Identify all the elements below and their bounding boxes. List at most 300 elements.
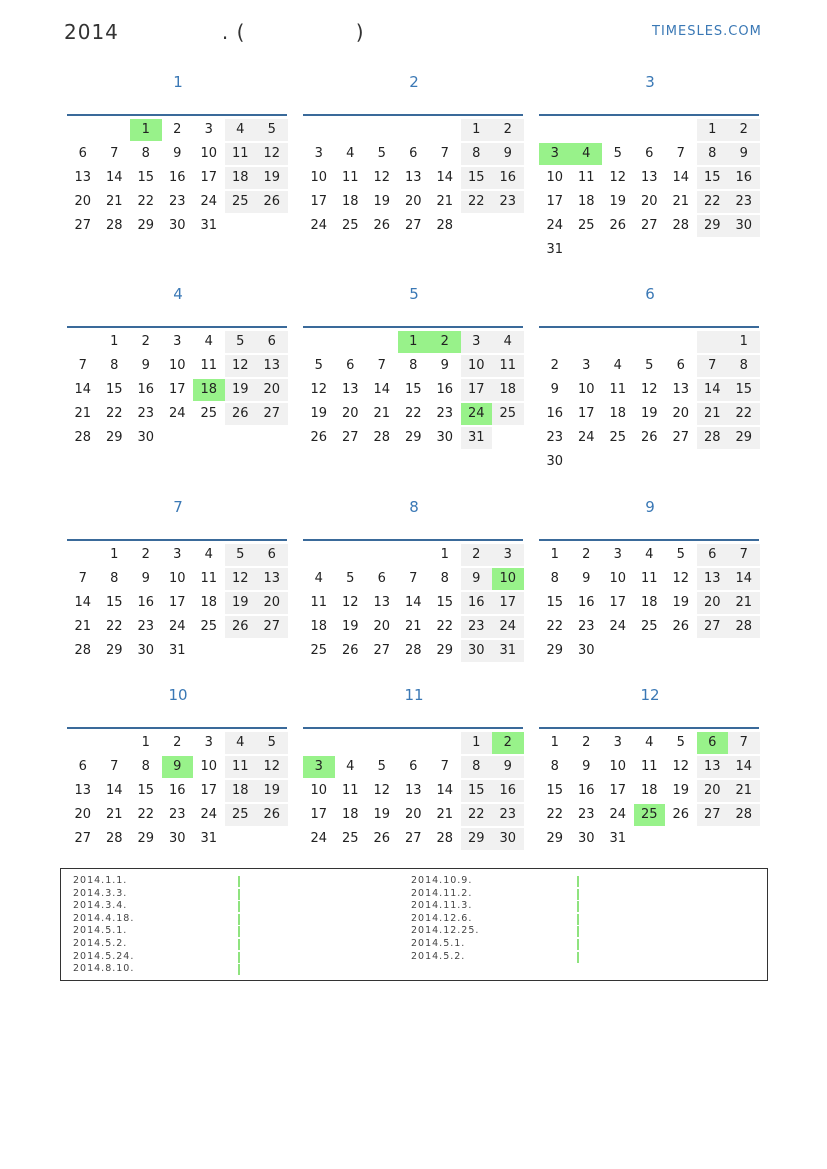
day-cell[interactable]: 18 xyxy=(609,406,627,421)
day-cell[interactable]: 31 xyxy=(200,218,218,233)
day-cell[interactable]: 3 xyxy=(582,358,591,373)
day-cell[interactable]: 9 xyxy=(582,759,591,774)
day-cell[interactable]: 22 xyxy=(105,619,123,634)
day-cell[interactable]: 13 xyxy=(256,355,288,377)
day-cell[interactable]: 5 xyxy=(377,759,386,774)
day-cell[interactable]: 6 xyxy=(256,331,288,353)
day-cell[interactable]: 25 xyxy=(609,430,627,445)
day-cell[interactable]: 18 xyxy=(310,619,328,634)
day-cell[interactable]: 14 xyxy=(672,170,690,185)
day-cell[interactable]: 9 xyxy=(728,143,760,165)
day-cell[interactable]: 5 xyxy=(645,358,654,373)
day-cell[interactable]: 14 xyxy=(728,568,760,590)
day-cell[interactable]: 7 xyxy=(440,759,449,774)
day-cell[interactable]: 1 xyxy=(110,334,119,349)
day-cell[interactable]: 17 xyxy=(168,382,186,397)
day-cell[interactable]: 18 xyxy=(193,379,225,401)
day-cell[interactable]: 26 xyxy=(672,619,690,634)
day-cell[interactable]: 3 xyxy=(204,735,213,750)
day-cell[interactable]: 11 xyxy=(341,783,359,798)
day-cell[interactable]: 7 xyxy=(440,146,449,161)
day-cell[interactable]: 8 xyxy=(550,571,559,586)
day-cell[interactable]: 10 xyxy=(461,355,493,377)
day-cell[interactable]: 7 xyxy=(110,759,119,774)
day-cell[interactable]: 22 xyxy=(546,619,564,634)
day-cell[interactable]: 2 xyxy=(550,358,559,373)
day-cell[interactable]: 15 xyxy=(404,382,422,397)
day-cell[interactable]: 6 xyxy=(409,146,418,161)
day-cell[interactable]: 22 xyxy=(137,194,155,209)
day-cell[interactable]: 11 xyxy=(640,759,658,774)
day-cell[interactable]: 16 xyxy=(492,167,524,189)
day-cell[interactable]: 20 xyxy=(697,780,729,802)
day-cell[interactable]: 9 xyxy=(492,756,524,778)
day-cell[interactable]: 10 xyxy=(310,783,328,798)
day-cell[interactable]: 4 xyxy=(346,146,355,161)
day-cell[interactable]: 4 xyxy=(571,143,603,165)
day-cell[interactable]: 22 xyxy=(137,807,155,822)
day-cell[interactable]: 4 xyxy=(204,547,213,562)
day-cell[interactable]: 19 xyxy=(225,592,257,614)
day-cell[interactable]: 14 xyxy=(436,783,454,798)
day-cell[interactable]: 26 xyxy=(640,430,658,445)
day-cell[interactable]: 17 xyxy=(461,379,493,401)
day-cell[interactable]: 9 xyxy=(173,146,182,161)
day-cell[interactable]: 19 xyxy=(672,595,690,610)
day-cell[interactable]: 27 xyxy=(74,218,92,233)
day-cell[interactable]: 29 xyxy=(137,831,155,846)
day-cell[interactable]: 3 xyxy=(204,122,213,137)
day-cell[interactable]: 16 xyxy=(436,382,454,397)
day-cell[interactable]: 27 xyxy=(256,403,288,425)
day-cell[interactable]: 27 xyxy=(373,643,391,658)
day-cell[interactable]: 15 xyxy=(137,170,155,185)
day-cell[interactable]: 21 xyxy=(74,406,92,421)
day-cell[interactable]: 26 xyxy=(373,831,391,846)
day-cell[interactable]: 17 xyxy=(200,170,218,185)
day-cell[interactable]: 24 xyxy=(546,218,564,233)
day-cell[interactable]: 14 xyxy=(697,379,729,401)
day-cell[interactable]: 17 xyxy=(492,592,524,614)
day-cell[interactable]: 8 xyxy=(141,146,150,161)
day-cell[interactable]: 2 xyxy=(492,119,524,141)
day-cell[interactable]: 28 xyxy=(728,804,760,826)
day-cell[interactable]: 5 xyxy=(225,544,257,566)
day-cell[interactable]: 11 xyxy=(225,756,257,778)
day-cell[interactable]: 30 xyxy=(728,215,760,237)
day-cell[interactable]: 21 xyxy=(404,619,422,634)
day-cell[interactable]: 22 xyxy=(105,406,123,421)
day-cell[interactable]: 28 xyxy=(672,218,690,233)
day-cell[interactable]: 6 xyxy=(409,759,418,774)
day-cell[interactable]: 27 xyxy=(672,430,690,445)
day-cell[interactable]: 2 xyxy=(141,334,150,349)
day-cell[interactable]: 12 xyxy=(225,355,257,377)
day-cell[interactable]: 6 xyxy=(697,732,729,754)
day-cell[interactable]: 7 xyxy=(110,146,119,161)
day-cell[interactable]: 16 xyxy=(492,780,524,802)
day-cell[interactable]: 7 xyxy=(728,732,760,754)
day-cell[interactable]: 22 xyxy=(697,191,729,213)
day-cell[interactable]: 24 xyxy=(492,616,524,638)
day-cell[interactable]: 29 xyxy=(105,643,123,658)
day-cell[interactable]: 31 xyxy=(200,831,218,846)
day-cell[interactable]: 25 xyxy=(492,403,524,425)
day-cell[interactable]: 28 xyxy=(697,427,729,449)
day-cell[interactable]: 31 xyxy=(546,242,564,257)
day-cell[interactable]: 19 xyxy=(256,167,288,189)
day-cell[interactable]: 1 xyxy=(728,331,760,353)
day-cell[interactable]: 18 xyxy=(640,783,658,798)
day-cell[interactable]: 8 xyxy=(110,571,119,586)
day-cell[interactable]: 5 xyxy=(676,735,685,750)
day-cell[interactable]: 3 xyxy=(539,143,571,165)
day-cell[interactable]: 3 xyxy=(314,146,323,161)
day-cell[interactable]: 18 xyxy=(492,379,524,401)
day-cell[interactable]: 1 xyxy=(461,732,493,754)
day-cell[interactable]: 24 xyxy=(461,403,493,425)
day-cell[interactable]: 8 xyxy=(440,571,449,586)
day-cell[interactable]: 29 xyxy=(436,643,454,658)
day-cell[interactable]: 29 xyxy=(697,215,729,237)
day-cell[interactable]: 1 xyxy=(141,735,150,750)
day-cell[interactable]: 11 xyxy=(225,143,257,165)
day-cell[interactable]: 15 xyxy=(461,167,493,189)
day-cell[interactable]: 8 xyxy=(728,355,760,377)
day-cell[interactable]: 24 xyxy=(200,807,218,822)
day-cell[interactable]: 21 xyxy=(436,807,454,822)
day-cell[interactable]: 28 xyxy=(728,616,760,638)
day-cell[interactable]: 23 xyxy=(137,619,155,634)
day-cell[interactable]: 19 xyxy=(341,619,359,634)
day-cell[interactable]: 23 xyxy=(461,616,493,638)
day-cell[interactable]: 18 xyxy=(577,194,595,209)
day-cell[interactable]: 16 xyxy=(728,167,760,189)
day-cell[interactable]: 16 xyxy=(137,382,155,397)
day-cell[interactable]: 4 xyxy=(314,571,323,586)
day-cell[interactable]: 14 xyxy=(74,382,92,397)
day-cell[interactable]: 28 xyxy=(105,218,123,233)
day-cell[interactable]: 21 xyxy=(672,194,690,209)
day-cell[interactable]: 6 xyxy=(78,146,87,161)
day-cell[interactable]: 30 xyxy=(168,218,186,233)
day-cell[interactable]: 10 xyxy=(200,759,218,774)
day-cell[interactable]: 23 xyxy=(577,807,595,822)
day-cell[interactable]: 26 xyxy=(373,218,391,233)
day-cell[interactable]: 20 xyxy=(74,194,92,209)
day-cell[interactable]: 15 xyxy=(461,780,493,802)
day-cell[interactable]: 26 xyxy=(341,643,359,658)
day-cell[interactable]: 30 xyxy=(137,643,155,658)
day-cell[interactable]: 5 xyxy=(377,146,386,161)
day-cell[interactable]: 20 xyxy=(256,379,288,401)
day-cell[interactable]: 12 xyxy=(373,783,391,798)
day-cell[interactable]: 3 xyxy=(173,334,182,349)
day-cell[interactable]: 12 xyxy=(256,756,288,778)
day-cell[interactable]: 31 xyxy=(609,831,627,846)
day-cell[interactable]: 3 xyxy=(173,547,182,562)
day-cell[interactable]: 3 xyxy=(492,544,524,566)
day-cell[interactable]: 25 xyxy=(310,643,328,658)
day-cell[interactable]: 24 xyxy=(577,430,595,445)
day-cell[interactable]: 9 xyxy=(162,756,194,778)
day-cell[interactable]: 30 xyxy=(461,640,493,662)
day-cell[interactable]: 8 xyxy=(461,143,493,165)
day-cell[interactable]: 21 xyxy=(105,807,123,822)
day-cell[interactable]: 28 xyxy=(436,831,454,846)
day-cell[interactable]: 25 xyxy=(577,218,595,233)
day-cell[interactable]: 28 xyxy=(404,643,422,658)
day-cell[interactable]: 7 xyxy=(78,571,87,586)
day-cell[interactable]: 24 xyxy=(200,194,218,209)
day-cell[interactable]: 6 xyxy=(697,544,729,566)
day-cell[interactable]: 10 xyxy=(200,146,218,161)
day-cell[interactable]: 6 xyxy=(346,358,355,373)
day-cell[interactable]: 6 xyxy=(645,146,654,161)
day-cell[interactable]: 15 xyxy=(137,783,155,798)
day-cell[interactable]: 25 xyxy=(341,831,359,846)
day-cell[interactable]: 22 xyxy=(461,191,493,213)
day-cell[interactable]: 20 xyxy=(341,406,359,421)
day-cell[interactable]: 15 xyxy=(546,783,564,798)
day-cell[interactable]: 27 xyxy=(256,616,288,638)
day-cell[interactable]: 10 xyxy=(310,170,328,185)
day-cell[interactable]: 18 xyxy=(225,167,257,189)
day-cell[interactable]: 31 xyxy=(168,643,186,658)
day-cell[interactable]: 9 xyxy=(582,571,591,586)
day-cell[interactable]: 17 xyxy=(200,783,218,798)
day-cell[interactable]: 13 xyxy=(404,170,422,185)
day-cell[interactable]: 9 xyxy=(141,571,150,586)
day-cell[interactable]: 25 xyxy=(200,406,218,421)
day-cell[interactable]: 13 xyxy=(74,170,92,185)
day-cell[interactable]: 17 xyxy=(310,194,328,209)
day-cell[interactable]: 9 xyxy=(141,358,150,373)
day-cell[interactable]: 11 xyxy=(577,170,595,185)
day-cell[interactable]: 26 xyxy=(225,403,257,425)
day-cell[interactable]: 5 xyxy=(256,732,288,754)
day-cell[interactable]: 11 xyxy=(640,571,658,586)
day-cell[interactable]: 18 xyxy=(341,194,359,209)
day-cell[interactable]: 2 xyxy=(582,547,591,562)
day-cell[interactable]: 22 xyxy=(461,804,493,826)
day-cell[interactable]: 17 xyxy=(609,595,627,610)
site-brand[interactable]: TIMESLES.COM xyxy=(652,24,762,39)
day-cell[interactable]: 25 xyxy=(341,218,359,233)
day-cell[interactable]: 31 xyxy=(461,427,493,449)
day-cell[interactable]: 13 xyxy=(640,170,658,185)
day-cell[interactable]: 20 xyxy=(74,807,92,822)
day-cell[interactable]: 18 xyxy=(640,595,658,610)
day-cell[interactable]: 14 xyxy=(728,756,760,778)
day-cell[interactable]: 6 xyxy=(256,544,288,566)
day-cell[interactable]: 25 xyxy=(634,804,666,826)
day-cell[interactable]: 17 xyxy=(310,807,328,822)
day-cell[interactable]: 6 xyxy=(78,759,87,774)
day-cell[interactable]: 23 xyxy=(546,430,564,445)
day-cell[interactable]: 13 xyxy=(74,783,92,798)
day-cell[interactable]: 5 xyxy=(346,571,355,586)
day-cell[interactable]: 15 xyxy=(728,379,760,401)
day-cell[interactable]: 20 xyxy=(672,406,690,421)
day-cell[interactable]: 11 xyxy=(609,382,627,397)
day-cell[interactable]: 11 xyxy=(492,355,524,377)
day-cell[interactable]: 25 xyxy=(225,191,257,213)
day-cell[interactable]: 24 xyxy=(310,831,328,846)
day-cell[interactable]: 19 xyxy=(310,406,328,421)
day-cell[interactable]: 28 xyxy=(74,430,92,445)
day-cell[interactable]: 25 xyxy=(640,619,658,634)
day-cell[interactable]: 20 xyxy=(697,592,729,614)
day-cell[interactable]: 16 xyxy=(577,595,595,610)
day-cell[interactable]: 7 xyxy=(697,355,729,377)
day-cell[interactable]: 13 xyxy=(341,382,359,397)
day-cell[interactable]: 4 xyxy=(225,732,257,754)
day-cell[interactable]: 1 xyxy=(130,119,162,141)
day-cell[interactable]: 15 xyxy=(105,595,123,610)
day-cell[interactable]: 20 xyxy=(256,592,288,614)
day-cell[interactable]: 24 xyxy=(609,807,627,822)
day-cell[interactable]: 27 xyxy=(640,218,658,233)
day-cell[interactable]: 16 xyxy=(168,170,186,185)
day-cell[interactable]: 23 xyxy=(168,807,186,822)
day-cell[interactable]: 25 xyxy=(200,619,218,634)
day-cell[interactable]: 4 xyxy=(346,759,355,774)
day-cell[interactable]: 5 xyxy=(225,331,257,353)
day-cell[interactable]: 4 xyxy=(225,119,257,141)
day-cell[interactable]: 2 xyxy=(173,735,182,750)
day-cell[interactable]: 23 xyxy=(137,406,155,421)
day-cell[interactable]: 29 xyxy=(137,218,155,233)
day-cell[interactable]: 22 xyxy=(546,807,564,822)
day-cell[interactable]: 21 xyxy=(728,780,760,802)
day-cell[interactable]: 11 xyxy=(341,170,359,185)
day-cell[interactable]: 13 xyxy=(672,382,690,397)
day-cell[interactable]: 24 xyxy=(609,619,627,634)
day-cell[interactable]: 23 xyxy=(492,804,524,826)
day-cell[interactable]: 31 xyxy=(492,640,524,662)
day-cell[interactable]: 9 xyxy=(461,568,493,590)
day-cell[interactable]: 22 xyxy=(728,403,760,425)
day-cell[interactable]: 12 xyxy=(225,568,257,590)
day-cell[interactable]: 16 xyxy=(577,783,595,798)
day-cell[interactable]: 12 xyxy=(672,571,690,586)
day-cell[interactable]: 7 xyxy=(78,358,87,373)
day-cell[interactable]: 1 xyxy=(550,547,559,562)
day-cell[interactable]: 10 xyxy=(492,568,524,590)
day-cell[interactable]: 23 xyxy=(436,406,454,421)
day-cell[interactable]: 13 xyxy=(256,568,288,590)
day-cell[interactable]: 18 xyxy=(341,807,359,822)
day-cell[interactable]: 11 xyxy=(200,571,218,586)
day-cell[interactable]: 7 xyxy=(409,571,418,586)
day-cell[interactable]: 7 xyxy=(728,544,760,566)
day-cell[interactable]: 12 xyxy=(341,595,359,610)
day-cell[interactable]: 23 xyxy=(577,619,595,634)
day-cell[interactable]: 2 xyxy=(141,547,150,562)
day-cell[interactable]: 17 xyxy=(609,783,627,798)
day-cell[interactable]: 22 xyxy=(404,406,422,421)
day-cell[interactable]: 15 xyxy=(546,595,564,610)
day-cell[interactable]: 8 xyxy=(461,756,493,778)
day-cell[interactable]: 26 xyxy=(310,430,328,445)
day-cell[interactable]: 15 xyxy=(697,167,729,189)
day-cell[interactable]: 12 xyxy=(672,759,690,774)
day-cell[interactable]: 19 xyxy=(672,783,690,798)
day-cell[interactable]: 4 xyxy=(204,334,213,349)
day-cell[interactable]: 5 xyxy=(676,547,685,562)
day-cell[interactable]: 27 xyxy=(74,831,92,846)
day-cell[interactable]: 2 xyxy=(582,735,591,750)
day-cell[interactable]: 10 xyxy=(546,170,564,185)
day-cell[interactable]: 1 xyxy=(440,547,449,562)
day-cell[interactable]: 19 xyxy=(609,194,627,209)
day-cell[interactable]: 1 xyxy=(697,119,729,141)
day-cell[interactable]: 10 xyxy=(609,571,627,586)
day-cell[interactable]: 12 xyxy=(609,170,627,185)
day-cell[interactable]: 3 xyxy=(613,547,622,562)
day-cell[interactable]: 13 xyxy=(404,783,422,798)
day-cell[interactable]: 30 xyxy=(492,828,524,850)
day-cell[interactable]: 1 xyxy=(461,119,493,141)
day-cell[interactable]: 3 xyxy=(461,331,493,353)
day-cell[interactable]: 16 xyxy=(461,592,493,614)
day-cell[interactable]: 30 xyxy=(137,430,155,445)
day-cell[interactable]: 8 xyxy=(409,358,418,373)
day-cell[interactable]: 30 xyxy=(577,643,595,658)
day-cell[interactable]: 28 xyxy=(74,643,92,658)
day-cell[interactable]: 4 xyxy=(613,358,622,373)
day-cell[interactable]: 24 xyxy=(168,619,186,634)
day-cell[interactable]: 9 xyxy=(440,358,449,373)
day-cell[interactable]: 18 xyxy=(225,780,257,802)
day-cell[interactable]: 14 xyxy=(74,595,92,610)
day-cell[interactable]: 28 xyxy=(105,831,123,846)
day-cell[interactable]: 21 xyxy=(728,592,760,614)
day-cell[interactable]: 1 xyxy=(110,547,119,562)
day-cell[interactable]: 20 xyxy=(373,619,391,634)
day-cell[interactable]: 15 xyxy=(105,382,123,397)
day-cell[interactable]: 22 xyxy=(436,619,454,634)
day-cell[interactable]: 20 xyxy=(404,194,422,209)
day-cell[interactable]: 29 xyxy=(404,430,422,445)
day-cell[interactable]: 14 xyxy=(436,170,454,185)
day-cell[interactable]: 2 xyxy=(429,331,461,353)
day-cell[interactable]: 29 xyxy=(546,831,564,846)
day-cell[interactable]: 20 xyxy=(404,807,422,822)
day-cell[interactable]: 29 xyxy=(546,643,564,658)
day-cell[interactable]: 4 xyxy=(645,735,654,750)
day-cell[interactable]: 21 xyxy=(373,406,391,421)
day-cell[interactable]: 8 xyxy=(141,759,150,774)
day-cell[interactable]: 10 xyxy=(168,358,186,373)
day-cell[interactable]: 21 xyxy=(436,194,454,209)
day-cell[interactable]: 23 xyxy=(728,191,760,213)
day-cell[interactable]: 6 xyxy=(377,571,386,586)
day-cell[interactable]: 14 xyxy=(373,382,391,397)
day-cell[interactable]: 17 xyxy=(546,194,564,209)
day-cell[interactable]: 24 xyxy=(168,406,186,421)
day-cell[interactable]: 2 xyxy=(728,119,760,141)
day-cell[interactable]: 17 xyxy=(168,595,186,610)
day-cell[interactable]: 28 xyxy=(373,430,391,445)
day-cell[interactable]: 3 xyxy=(303,756,335,778)
day-cell[interactable]: 26 xyxy=(609,218,627,233)
day-cell[interactable]: 4 xyxy=(645,547,654,562)
day-cell[interactable]: 21 xyxy=(697,403,729,425)
day-cell[interactable]: 26 xyxy=(256,804,288,826)
day-cell[interactable]: 5 xyxy=(613,146,622,161)
